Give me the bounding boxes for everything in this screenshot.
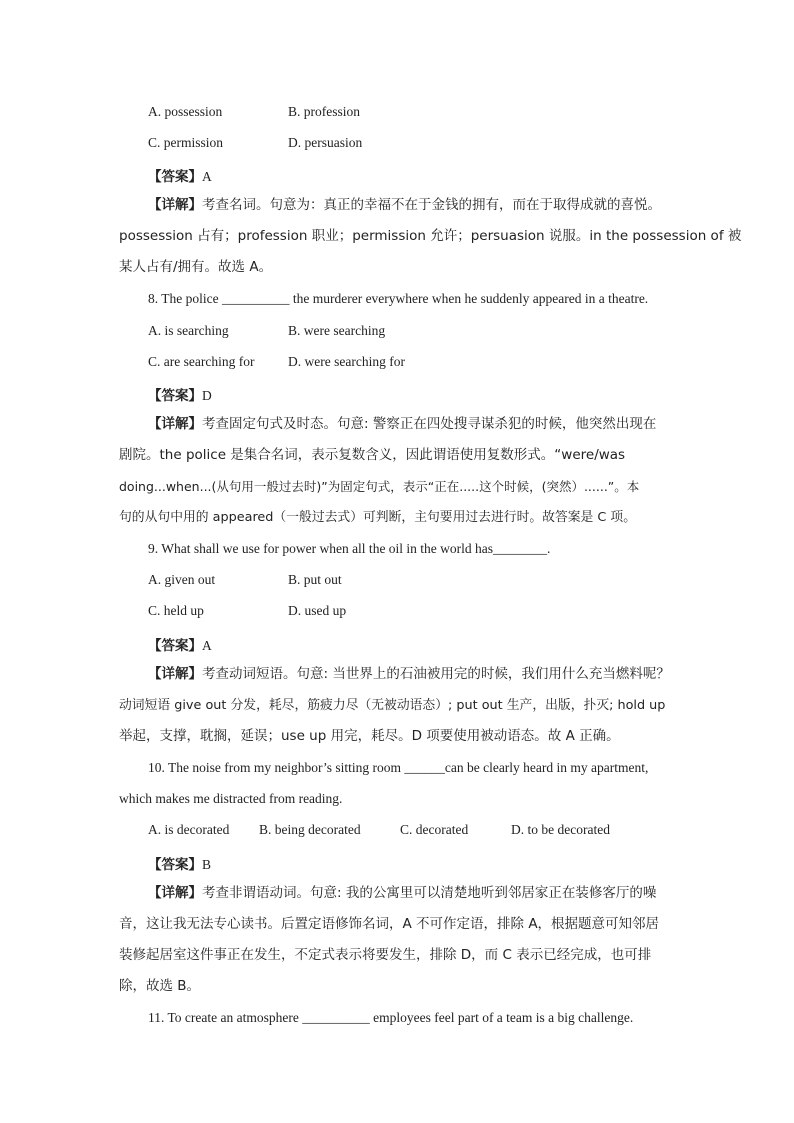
q8-option-a: A. is searching <box>148 323 229 338</box>
q10-answer <box>148 853 211 873</box>
answer-value: D <box>202 388 212 403</box>
q9-stem: 9. What shall we use for power when all the oil in the world has________. <box>148 541 551 556</box>
explain-line: 某人占有/拥有。故选 A。 <box>119 259 273 275</box>
q10-stem-continued: which makes me distracted from reading. <box>119 791 343 806</box>
q10-stem: 10. The noise from my neighbor’s sitting room ______can be clearly heard in my apartment, <box>148 760 649 775</box>
explain-line: doing...when...(从句用一般过去时)”为固定句式，表示“正在.....这个时候，(突然）......”。本 <box>119 479 640 494</box>
answer-tag: 【答案】 <box>148 638 202 654</box>
explain-tag: 【详解】 <box>148 666 202 682</box>
explain-line: 装修起居室这件事正在发生，不定式表示将要发生，排除 D，而 C 表示已经完成，也可排 <box>119 947 652 963</box>
q10-option-c: C. decorated <box>400 822 469 837</box>
explain-line: 考查非谓语动词。句意: 我的公寓里可以清楚地听到邻居家正在装修客厅的噪 <box>202 885 657 901</box>
q8-options-row-1 <box>148 323 768 343</box>
q7-explanation <box>119 190 742 283</box>
explain-tag: 【详解】 <box>148 885 202 901</box>
explain-line: 剧院。the police 是集合名词，表示复数含义，因此谓语使用复数形式。“were/was <box>119 447 626 463</box>
q7-options-row-2 <box>148 135 768 155</box>
q8-option-b: B. were searching <box>288 323 386 338</box>
q8-option-d: D. were searching for <box>288 354 405 369</box>
q7-option-d: D. persuasion <box>288 135 363 150</box>
q7-option-b: B. profession <box>288 104 360 119</box>
q8-answer <box>148 384 212 404</box>
answer-tag: 【答案】 <box>148 388 202 404</box>
explain-line: possession 占有；profession 职业；permission 允许；persuasion 说服。in the possession of 被 <box>119 228 742 244</box>
explain-line: 考查动词短语。句意: 当世界上的石油被用完的时候，我们用什么充当燃料呢？ <box>202 666 670 682</box>
explain-line: 音，这让我无法专心读书。后置定语修饰名词，A 不可作定语，排除 A，根据题意可知邻居 <box>119 916 660 932</box>
q8-explanation <box>119 409 679 533</box>
q9-options-row-2 <box>148 603 768 623</box>
answer-value: B <box>202 857 212 872</box>
explain-line: 举起，支撑，耽搁，延误；use up 用完，耗尽。D 项要使用被动语态。故 A 正确。 <box>119 728 620 744</box>
q10-option-d: D. to be decorated <box>511 822 610 837</box>
q10-explanation <box>119 878 679 1002</box>
q9-options-row-1 <box>148 572 768 592</box>
q7-option-a: A. possession <box>148 104 223 119</box>
q8-options-row-2 <box>148 354 768 374</box>
explain-tag: 【详解】 <box>148 197 202 213</box>
answer-tag: 【答案】 <box>148 857 202 873</box>
q8-stem: 8. The police __________ the murderer everywhere when he suddenly appeared in a theatre. <box>148 291 649 306</box>
q9-option-d: D. used up <box>288 603 347 618</box>
q9-explanation <box>119 659 679 752</box>
answer-value: A <box>202 169 212 184</box>
q7-option-c: C. permission <box>148 135 224 150</box>
explain-line: 考查名词。句意为：真正的幸福不在于金钱的拥有，而在于取得成就的喜悦。 <box>202 197 661 213</box>
q10-option-a: A. is decorated <box>148 822 230 837</box>
q8-option-c: C. are searching for <box>148 354 255 369</box>
q9-answer <box>148 634 212 654</box>
explain-tag: 【详解】 <box>148 416 202 432</box>
q11-stem: 11. To create an atmosphere __________ employees feel part of a team is a big challenge. <box>148 1010 634 1025</box>
explain-line: 句的从句中用的 appeared（一般过去式）可判断，主句要用过去进行时。故答案是 C 项。 <box>119 510 637 525</box>
answer-tag: 【答案】 <box>148 169 202 185</box>
answer-value: A <box>202 638 212 653</box>
q7-answer <box>148 165 212 185</box>
q9-option-c: C. held up <box>148 603 204 618</box>
q10-option-b: B. being decorated <box>259 822 361 837</box>
q7-options-row-1 <box>148 104 768 124</box>
explain-line: 除，故选 B。 <box>119 978 201 994</box>
explain-line: 动词短语 give out 分发，耗尽，筋疲力尽（无被动语态）; put out 生产，出版，扑灭; hold up <box>119 698 666 713</box>
q9-option-b: B. put out <box>288 572 342 587</box>
explain-line: 考查固定句式及时态。句意: 警察正在四处搜寻谋杀犯的时候，他突然出现在 <box>202 416 657 432</box>
q10-options-row <box>148 822 768 842</box>
q9-option-a: A. given out <box>148 572 216 587</box>
